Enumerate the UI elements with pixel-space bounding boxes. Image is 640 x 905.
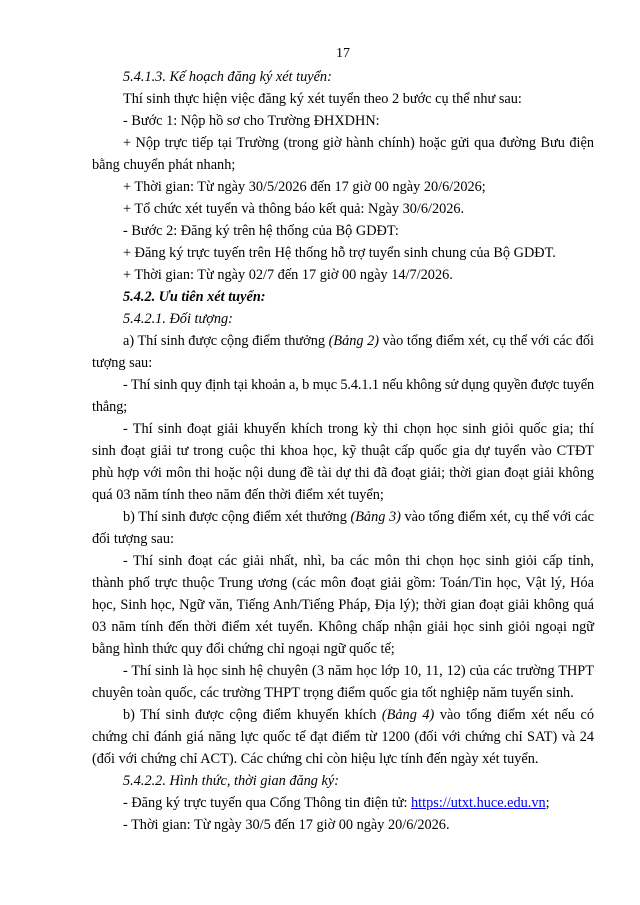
- utxt-portal-link[interactable]: https://utxt.huce.edu.vn: [411, 795, 546, 811]
- step-1-result-announcement: + Tổ chức xét tuyển và thông báo kết quả: Ngày 30/6/2026.: [123, 201, 465, 217]
- list-item-direct-admission-waiver: - Thí sinh quy định tại khoản a, b mục 5.4.1.1 nếu không sử dụng quyền được tuyển thẳng;: [92, 377, 594, 415]
- list-item-national-prize: - Thí sinh đoạt giải khuyến khích trong kỳ thi chọn học sinh giỏi quốc gia; thí sinh đoạt giải tư trong cuộc thi khoa học, kỹ thuật cấp quốc gia dự tuyển vào CTĐT phù hợp với môn thi hoặc nội dung đề tài dự thi đã đoạt giải; thời gian đoạt giải không quá 03 năm tính theo năm đến thời điểm xét tuyển;: [92, 421, 594, 503]
- text-run: a) Thí sinh được cộng điểm thưởng: [123, 333, 329, 349]
- text-run: vào tổng điểm xét, cụ thể với các đối tượng sau:: [92, 509, 594, 547]
- registration-link-paragraph: [92, 792, 594, 814]
- step-1-submit-method: + Nộp trực tiếp tại Trường (trong giờ hành chính) hoặc gửi qua đường Bưu điện bằng chuyển phát nhanh;: [92, 135, 594, 173]
- step-2-method: + Đăng ký trực tuyến trên Hệ thống hỗ trợ tuyển sinh chung của Bộ GDĐT.: [123, 245, 556, 261]
- table-3-reference: (Bảng 3): [350, 509, 401, 525]
- step-2-time: + Thời gian: Từ ngày 02/7 đến 17 giờ 00 ngày 14/7/2026.: [123, 267, 453, 283]
- incentive-points-paragraph: [92, 704, 594, 770]
- text-run: b) Thí sinh được cộng điểm xét thưởng: [123, 509, 351, 525]
- heading-5-4-2-1: 5.4.2.1. Đối tượng:: [123, 311, 233, 327]
- heading-5-4-2: 5.4.2. Ưu tiên xét tuyển:: [123, 289, 266, 305]
- text-run: - Đăng ký trực tuyến qua Cổng Thông tin điện tử:: [123, 795, 412, 811]
- bonus-points-paragraph: [92, 330, 594, 374]
- heading-5-4-2-2: 5.4.2.2. Hình thức, thời gian đăng ký:: [123, 773, 339, 789]
- text-run: vào tổng điểm xét, cụ thể với các đối tượng sau:: [92, 333, 594, 371]
- reward-points-paragraph: [92, 506, 594, 550]
- heading-5-4-1-3: 5.4.1.3. Kế hoạch đăng ký xét tuyển:: [123, 69, 332, 85]
- table-4-reference: (Bảng 4): [381, 707, 435, 723]
- step-1-heading: - Bước 1: Nộp hồ sơ cho Trường ĐHXDHN:: [123, 113, 380, 129]
- intro-paragraph: Thí sinh thực hiện việc đăng ký xét tuyển theo 2 bước cụ thể như sau:: [123, 91, 522, 107]
- list-item-specialized-school: - Thí sinh là học sinh hệ chuyên (3 năm học lớp 10, 11, 12) của các trường THPT chuyên toàn quốc, các trường THPT trọng điểm quốc gia tốt nghiệp năm tuyển sinh.: [92, 663, 594, 701]
- registration-time-paragraph: - Thời gian: Từ ngày 30/5 đến 17 giờ 00 ngày 20/6/2026.: [123, 817, 450, 833]
- text-run: b) Thí sinh được cộng điểm khuyến khích: [123, 707, 382, 723]
- document-content: [92, 66, 594, 836]
- table-2-reference: (Bảng 2): [328, 333, 380, 349]
- text-run: vào tổng điểm xét nếu có chứng chỉ đánh giá năng lực quốc tế đạt điểm từ 1200 (đối với chứng chỉ SAT) và 24 (đối với chứng chỉ ACT). Các chứng chỉ còn hiệu lực tính đến ngày xét tuyển.: [92, 707, 594, 767]
- page-number: 17: [336, 46, 350, 61]
- step-2-heading: - Bước 2: Đăng ký trên hệ thống của Bộ GDĐT:: [123, 223, 399, 239]
- list-item-provincial-prize: - Thí sinh đoạt các giải nhất, nhì, ba các môn thi chọn học sinh giỏi cấp tỉnh, thành phố trực thuộc Trung ương (các môn đoạt giải gồm: Toán/Tin học, Vật lý, Hóa học, Sinh học, Ngữ văn, Tiếng Anh/Tiếng Pháp, Địa lý); thời gian đoạt giải không quá 03 năm tính đến thời điểm xét tuyển. Không chấp nhận giải học sinh giỏi ngoại ngữ bằng hình thức quy đổi chứng chỉ ngoại ngữ quốc tế;: [92, 553, 594, 657]
- text-run: ;: [545, 795, 550, 811]
- step-1-time: + Thời gian: Từ ngày 30/5/2026 đến 17 giờ 00 ngày 20/6/2026;: [123, 179, 486, 195]
